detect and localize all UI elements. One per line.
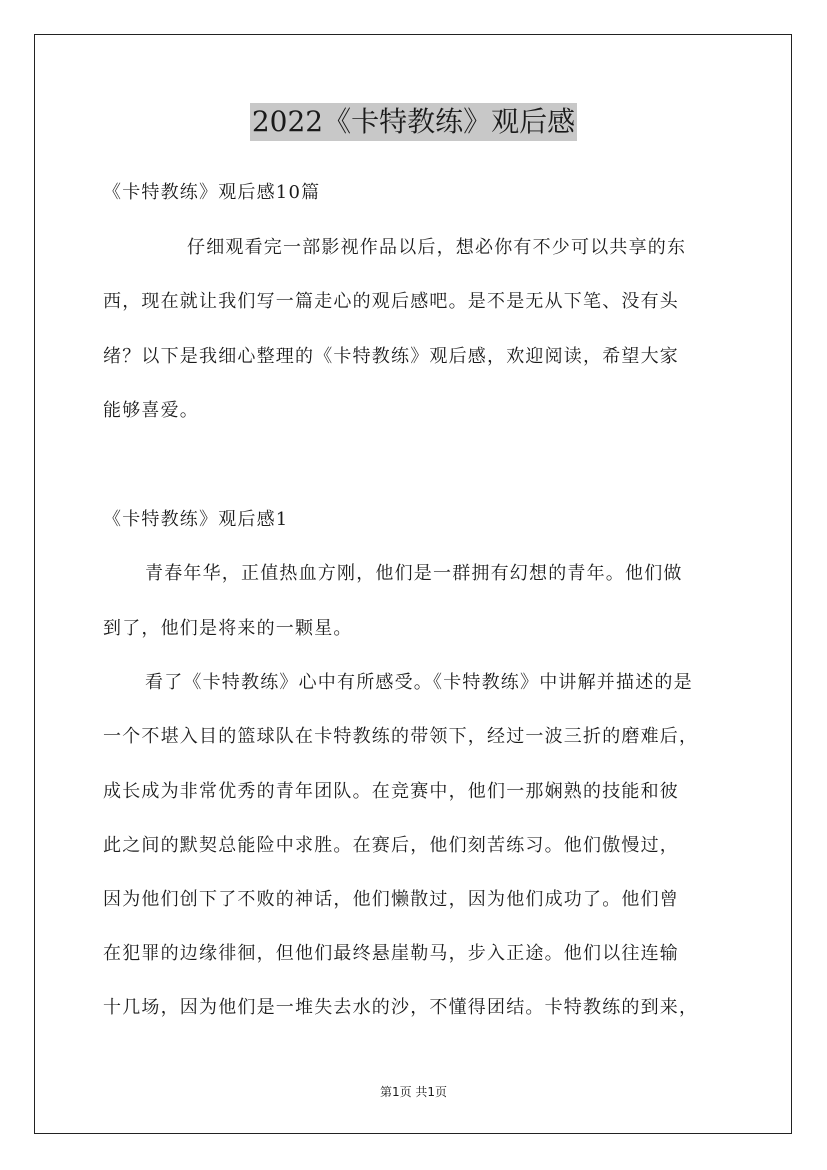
body-line: 成长成为非常优秀的青年团队。在竞赛中，他们一那娴熟的技能和彼 [103,781,679,802]
body-line: 青春年华，正值热血方刚，他们是一群拥有幻想的青年。他们做 [145,563,683,584]
body-line: 到了，他们是将来的一颗星。 [103,618,353,639]
document-title: 2022《卡特教练》观后感 [250,103,577,141]
body-line: 十几场，因为他们是一堆失去水的沙，不懂得团结。卡特教练的到来， [103,997,699,1018]
page-footer: 第1页 共1页 [379,1085,448,1099]
body-line: 看了《卡特教练》心中有所感受。《卡特教练》中讲解并描述的是 [145,672,693,693]
body-line: 此之间的默契总能险中求胜。在赛后，他们刻苦练习。他们傲慢过， [103,835,679,856]
body-line: 因为他们创下了不败的神话，他们懒散过，因为他们成功了。他们曾 [103,889,679,910]
document-subtitle: 《卡特教练》观后感10篇 [103,182,321,203]
title-container [0,103,827,141]
body-line: 一个不堪入目的篮球队在卡特教练的带领下，经过一波三折的磨难后， [103,726,699,747]
intro-line: 能够喜爱。 [103,400,199,421]
intro-line: 西，现在就让我们写一篇走心的观后感吧。是不是无从下笔、没有头 [103,291,679,312]
body-line: 在犯罪的边缘徘徊，但他们最终悬崖勒马，步入正途。他们以往连输 [103,943,679,964]
section-heading: 《卡特教练》观后感1 [103,509,289,530]
intro-line: 绪？以下是我细心整理的《卡特教练》观后感，欢迎阅读，希望大家 [103,346,679,367]
intro-line: 仔细观看完一部影视作品以后，想必你有不少可以共享的东 [187,237,687,258]
